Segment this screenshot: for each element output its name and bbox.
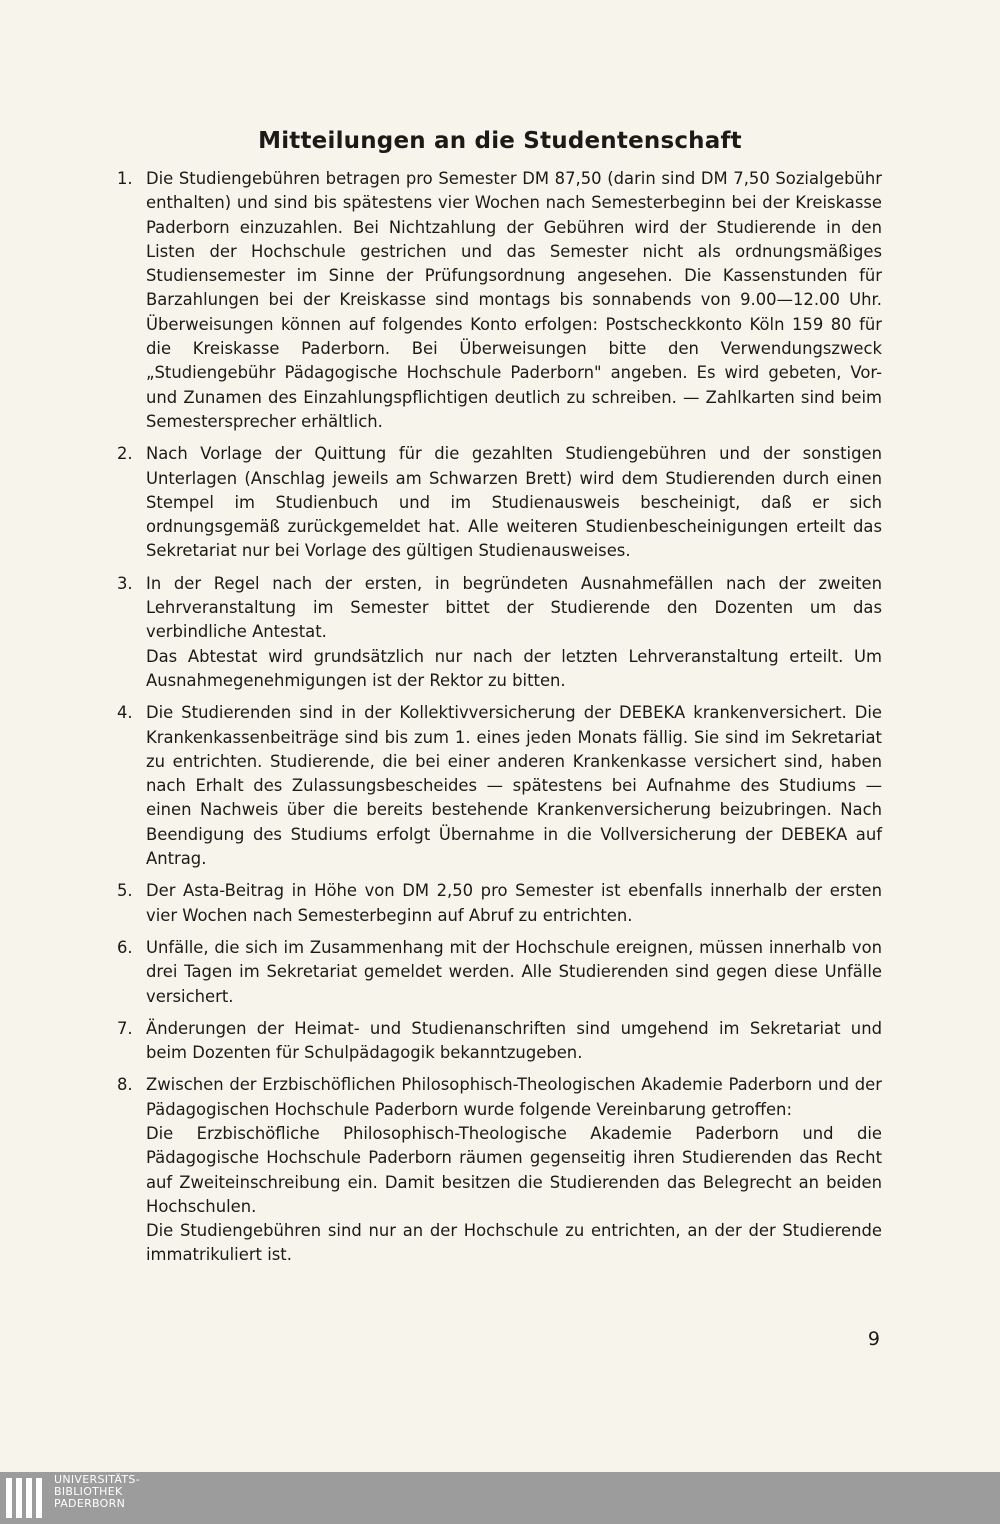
item-paragraph: Änderungen der Heimat- und Studienanschriften sind umgehend im Sekretariat und beim Dozenten für Schulpädagogik bekanntzugeben. xyxy=(146,1018,882,1063)
page-title: Mitteilungen an die Studentenschaft xyxy=(258,128,742,154)
logo-line: PADERBORN xyxy=(54,1497,126,1510)
item-number: 2. xyxy=(117,444,133,464)
list-item xyxy=(117,1073,882,1267)
item-number: 3. xyxy=(117,573,133,593)
item-paragraph: Nach Vorlage der Quittung für die gezahlten Studiengebühren und der sonstigen Unterlagen (Anschlag jeweils am Schwarzen Brett) wird dem Studierenden durch einen Stempel im Studienbuch und im Studienausweis bescheinigt, daß er sich ordnungsgemäß zurückgemeldet hat. Alle weiteren Studienbescheinigungen erteilt das Sekretariat nur bei Vorlage des gültigen Studienausweises. xyxy=(146,444,882,561)
list-item xyxy=(117,572,882,693)
page-number: 9 xyxy=(867,1328,880,1350)
item-paragraph: Die Studierenden sind in der Kollektivversicherung der DEBEKA krankenversichert. Die Krankenkassenbeiträge sind bis zum 1. eines jeden Monats fällig. Sie sind im Sekretariat zu entrichten. Studierende, die bei einer anderen Krankenkasse versichert sind, haben nach Erhalt des Zulassungsbescheides — spätestens bei Aufnahme des Studiums — einen Nachweis über die bereits bestehende Krankenversicherung beizubringen. Nach Beendigung des Studiums erfolgt Übernahme in die Vollversicherung der DEBEKA auf Antrag. xyxy=(146,703,882,869)
list-item xyxy=(117,1017,882,1066)
item-number: 6. xyxy=(117,937,133,957)
item-number: 7. xyxy=(117,1018,133,1038)
item-paragraph: Die Studiengebühren sind nur an der Hochschule zu entrichten, an der der Studierende immatrikuliert ist. xyxy=(146,1221,882,1265)
item-paragraph: In der Regel nach der ersten, in begründeten Ausnahmefällen nach der zweiten Lehrveranstaltung im Semester bittet der Studierende den Dozenten um das verbindliche Antestat. xyxy=(146,573,882,642)
item-number: 5. xyxy=(117,881,133,901)
logo-line: BIBLIOTHEK xyxy=(54,1485,123,1498)
list-item xyxy=(117,879,882,928)
list-item xyxy=(117,701,882,871)
item-number: 4. xyxy=(117,703,133,723)
logo-line: UNIVERSITÄTS- xyxy=(54,1473,140,1486)
item-paragraph: Zwischen der Erzbischöflichen Philosophisch-Theologischen Akademie Paderborn und der Pädagogischen Hochschule Paderborn wurde folgende Vereinbarung getroffen: xyxy=(146,1075,882,1119)
library-logo-text xyxy=(54,1474,140,1510)
library-footer-bar xyxy=(0,1472,1000,1524)
list-item xyxy=(117,936,882,1009)
item-paragraph: Die Erzbischöfliche Philosophisch-Theologische Akademie Paderborn und die Pädagogische Hochschule Paderborn räumen gegenseitig ihren Studierenden das Recht auf Zweiteinschreibung ein. Damit besitzen die Studierenden das Belegrecht an beiden Hochschulen. xyxy=(146,1123,882,1216)
list-item xyxy=(117,167,882,434)
item-paragraph: Der Asta-Beitrag in Höhe von DM 2,50 pro Semester ist ebenfalls innerhalb der ersten vier Wochen nach Semesterbeginn auf Abruf zu entrichten. xyxy=(146,881,882,925)
list-item xyxy=(117,442,882,563)
library-logo-icon xyxy=(6,1478,42,1518)
item-number: 8. xyxy=(117,1075,133,1095)
notice-list xyxy=(117,167,882,1276)
item-paragraph: Unfälle, die sich im Zusammenhang mit der Hochschule ereignen, müssen innerhalb von drei Tagen im Sekretariat gemeldet werden. Alle Studierenden sind gegen diese Unfälle versichert. xyxy=(146,937,882,1006)
item-number: 1. xyxy=(117,169,133,188)
item-paragraph: Das Abtestat wird grundsätzlich nur nach der letzten Lehrveranstaltung erteilt. Um Ausnahmegenehmigungen ist der Rektor zu bitten. xyxy=(146,646,882,690)
item-paragraph: Die Studiengebühren betragen pro Semester DM 87,50 (darin sind DM 7,50 Sozialgebühr enthalten) und sind bis spätestens vier Wochen nach Semesterbeginn bei der Kreiskasse Paderborn einzuzahlen. Bei Nichtzahlung der Gebühren wird der Studierende in den Listen der Hochschule gestrichen und das Semester nicht als ordnungsmäßiges Studiensemester im Sinne der Prüfungsordnung angesehen. Die Kassenstunden für Barzahlungen bei der Kreiskasse sind montags bis sonnabends von 9.00—12.00 Uhr. Überweisungen können auf folgendes Konto erfolgen: Postscheckkonto Köln 159 80 für die Kreiskasse Paderborn. Bei Überweisungen bitte den Verwendungszweck „Studiengebühr Pädagogische Hochschule Paderborn" angeben. Es wird gebeten, Vor- und Zunamen des Einzahlungspflichtigen deutlich zu schreiben. — Zahlkarten sind beim Semestersprecher erhältlich. xyxy=(146,169,882,431)
